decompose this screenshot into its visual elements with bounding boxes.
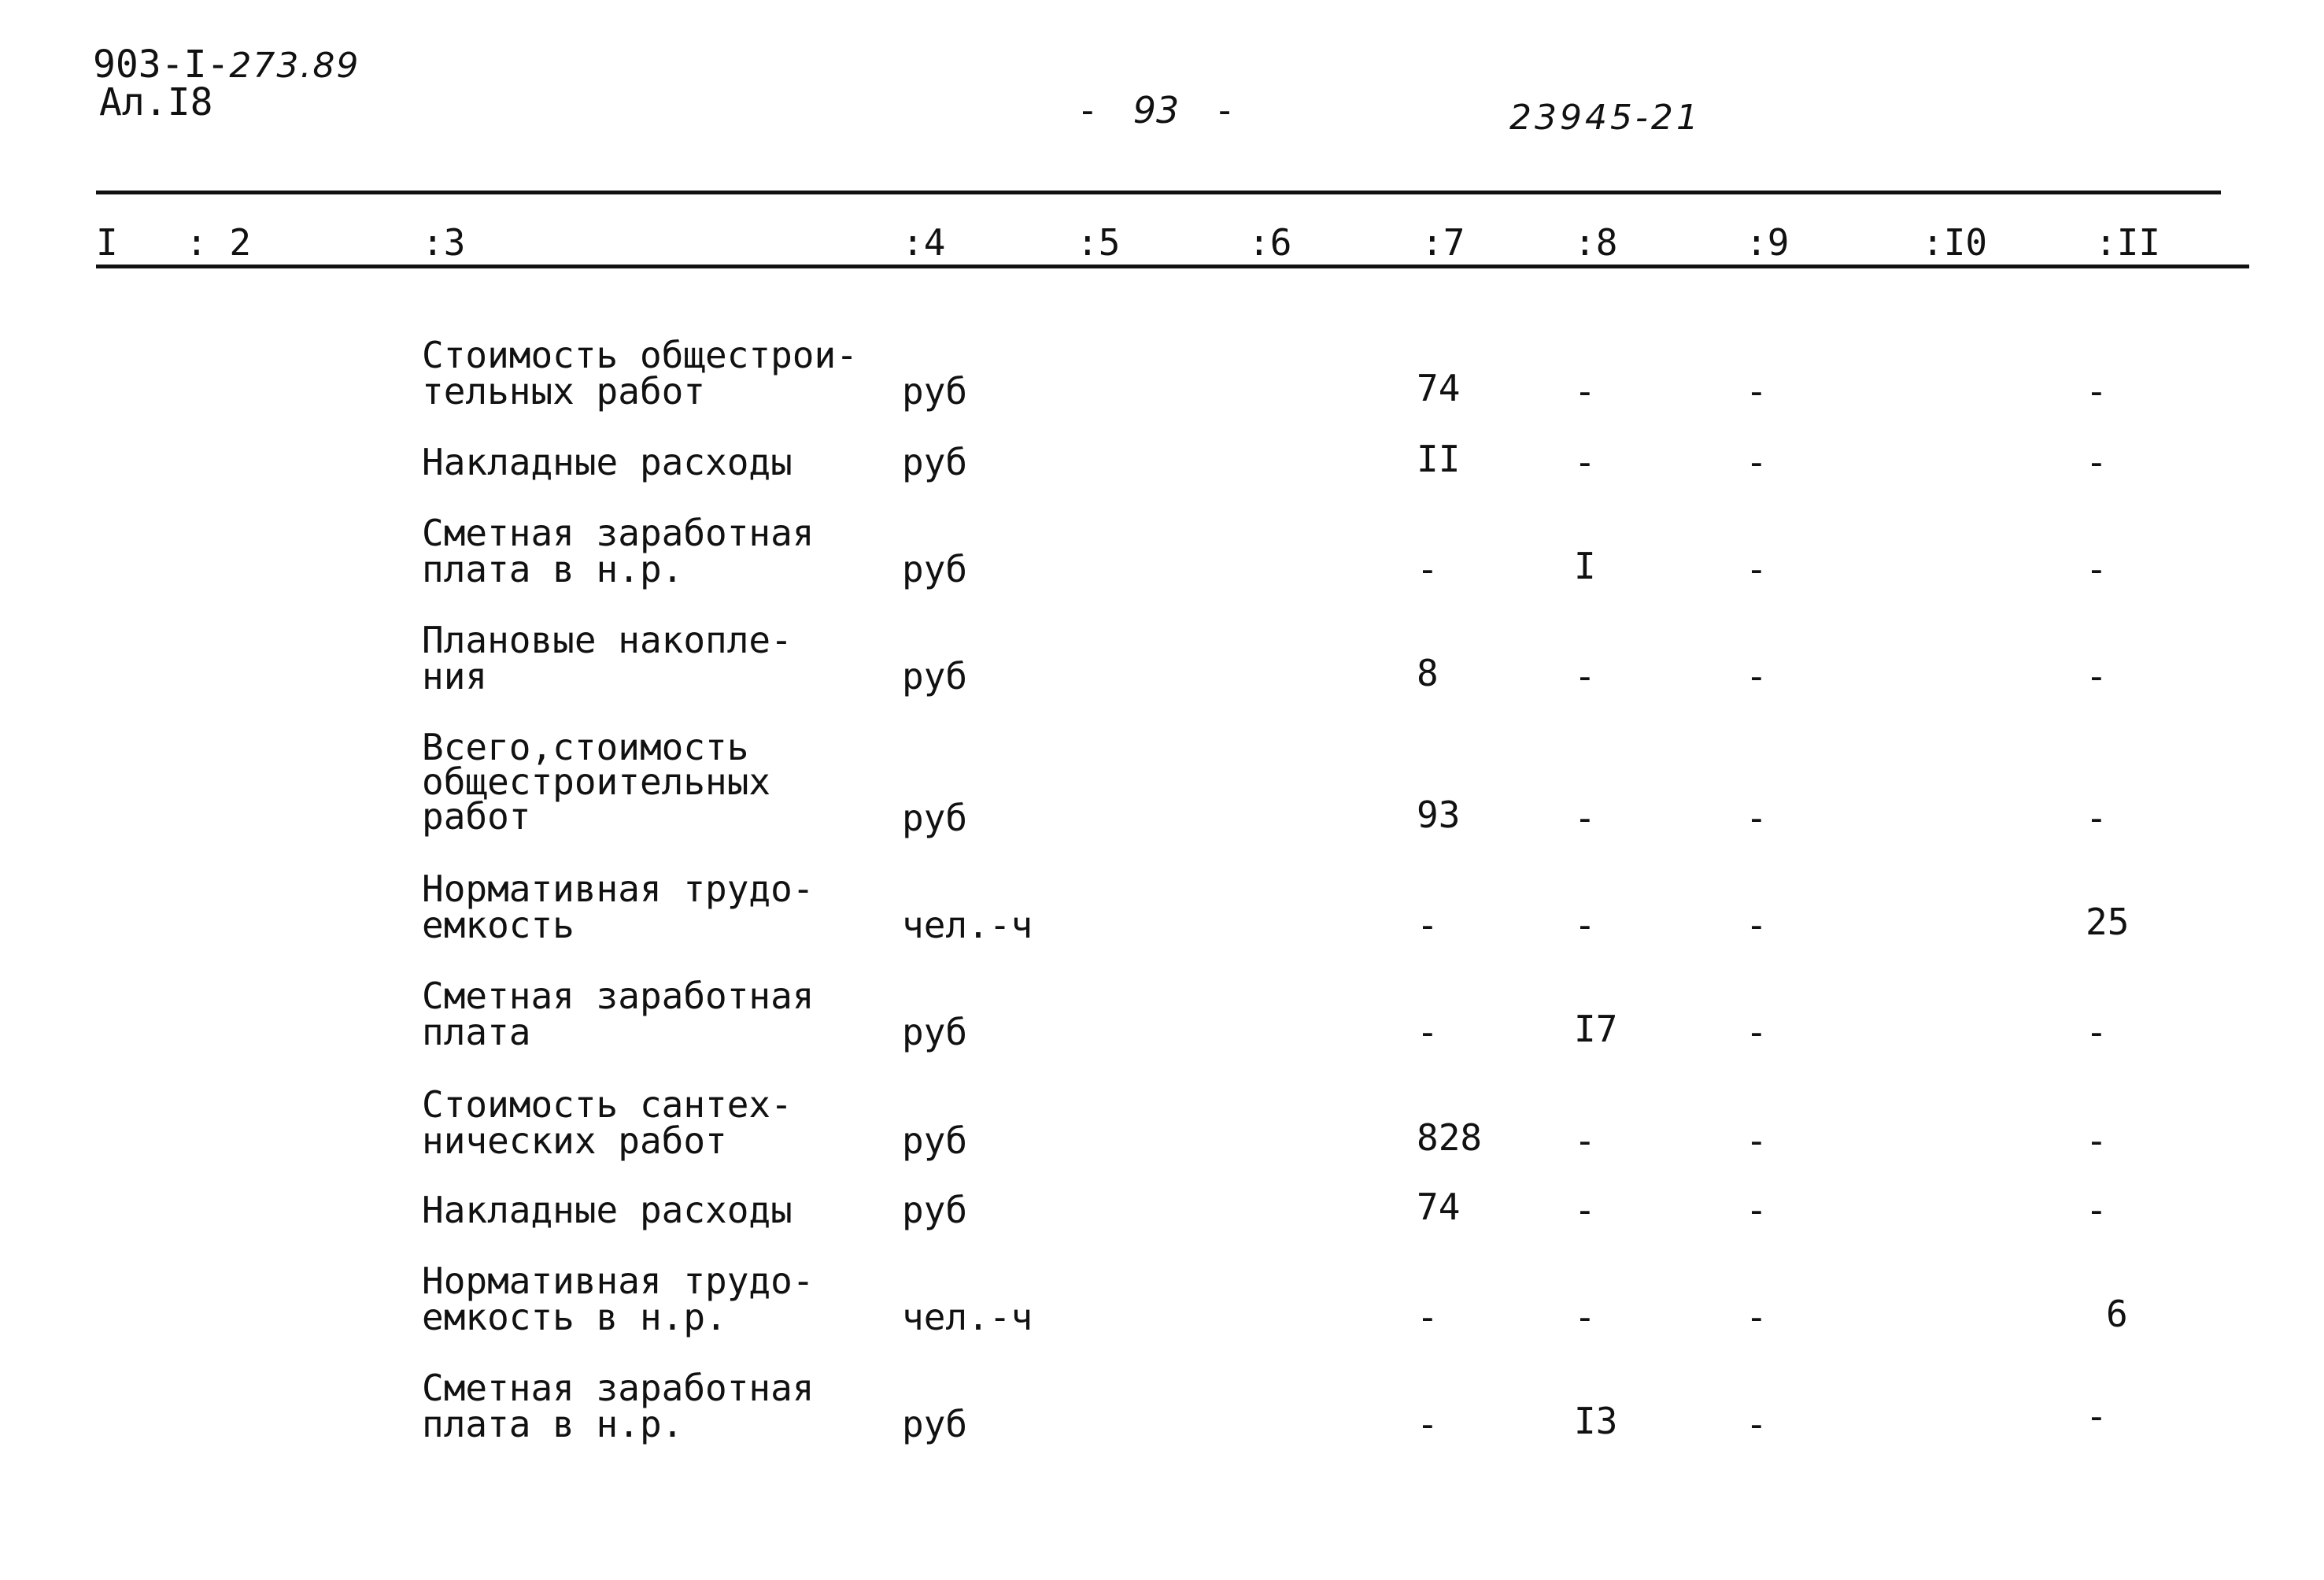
row-value-col8: - — [1574, 441, 1596, 483]
row-description-line: Сметная заработная — [422, 512, 815, 554]
row-value-col8: I7 — [1574, 1008, 1618, 1050]
page-number: 93 — [1132, 89, 1180, 131]
document-code-prefix: 903-I- — [93, 43, 230, 87]
row-description-line: плата в н.р. — [422, 1403, 684, 1445]
row-unit: чел.-ч — [902, 1296, 1033, 1338]
row-description-line: Сметная заработная — [422, 975, 815, 1017]
row-value-col9: - — [1746, 1403, 1768, 1445]
row-value-col9: - — [1746, 1011, 1768, 1053]
column-header-4: :4 — [902, 221, 946, 264]
column-header-3: :3 — [422, 221, 466, 264]
page-number-right-dash: - — [1214, 89, 1236, 131]
row-value-col7: 74 — [1417, 367, 1461, 409]
row-value-col11: - — [2086, 441, 2108, 483]
row-value-col8: I3 — [1574, 1400, 1618, 1442]
row-value-col7: - — [1417, 1296, 1439, 1338]
row-value-col8: - — [1574, 1189, 1596, 1231]
row-value-col11: 6 — [2106, 1293, 2128, 1335]
row-unit: руб — [902, 1403, 968, 1445]
row-description-line: Всего,стоимость — [422, 726, 749, 768]
document-code-number: 273.89 — [229, 46, 360, 86]
row-description-line: Стоимость общестрои- — [422, 334, 858, 376]
row-value-col11: - — [2086, 548, 2108, 590]
column-header-5: :5 — [1077, 221, 1121, 264]
row-unit: руб — [902, 370, 968, 413]
page-number-left-dash: - — [1077, 89, 1099, 131]
row-description-line: Сметная заработная — [422, 1367, 815, 1409]
row-unit: руб — [902, 655, 968, 697]
column-header-1: I — [96, 221, 118, 264]
row-value-col7: - — [1417, 904, 1439, 946]
archive-number: 23945-21 — [1509, 98, 1701, 138]
row-description-line: Нормативная трудо- — [422, 868, 815, 910]
row-description-line: тельных работ — [422, 370, 706, 413]
row-value-col9: - — [1746, 441, 1768, 483]
header-bottom-rule — [96, 265, 2249, 268]
row-value-col9: - — [1746, 548, 1768, 590]
row-description-line: Накладные расходы — [422, 441, 793, 483]
column-header-11: :II — [2095, 221, 2161, 264]
row-value-col7: II — [1417, 438, 1461, 480]
row-unit: руб — [902, 548, 968, 590]
row-value-col8: - — [1574, 1296, 1596, 1338]
row-value-col7: - — [1417, 548, 1439, 590]
row-value-col9: - — [1746, 1119, 1768, 1162]
row-description-line: емкость — [422, 904, 575, 946]
row-value-col8: I — [1574, 545, 1596, 587]
row-value-col11: - — [2086, 1119, 2108, 1162]
row-value-col7: 8 — [1417, 652, 1439, 694]
page-number-block — [1077, 90, 1236, 131]
row-value-col11: - — [2086, 370, 2108, 413]
row-value-col11: 25 — [2086, 901, 2130, 943]
row-unit: руб — [902, 1011, 968, 1053]
row-description-line: плата в н.р. — [422, 548, 684, 590]
row-value-col9: - — [1746, 797, 1768, 839]
row-value-col11: - — [2086, 655, 2108, 697]
row-value-col8: - — [1574, 904, 1596, 946]
row-value-col11: - — [2086, 797, 2108, 839]
row-description-line: работ — [422, 795, 531, 838]
row-description-line: Нормативная трудо- — [422, 1260, 815, 1302]
column-header-2: : 2 — [186, 221, 252, 264]
row-description-line: Накладные расходы — [422, 1189, 793, 1231]
row-value-col8: - — [1574, 797, 1596, 839]
row-description-line: общестроительных — [422, 760, 771, 803]
column-header-6: :6 — [1248, 221, 1292, 264]
row-unit: руб — [902, 441, 968, 483]
row-description-line: нических работ — [422, 1119, 727, 1162]
row-value-col11: - — [2086, 1189, 2108, 1231]
row-value-col8: - — [1574, 655, 1596, 697]
row-value-col7: 828 — [1417, 1116, 1483, 1159]
row-value-col9: - — [1746, 370, 1768, 413]
sheet-label: Ал.I8 — [99, 80, 213, 124]
row-value-col7: 93 — [1417, 794, 1461, 836]
row-value-col8: - — [1574, 370, 1596, 413]
row-unit: руб — [902, 1119, 968, 1162]
row-unit: руб — [902, 1189, 968, 1231]
column-header-9: :9 — [1746, 221, 1790, 264]
row-description-line: емкость в н.р. — [422, 1296, 727, 1338]
row-value-col7: - — [1417, 1403, 1439, 1445]
column-header-10: :I0 — [1922, 221, 1988, 264]
row-unit: чел.-ч — [902, 904, 1033, 946]
column-header-7: :7 — [1421, 221, 1465, 264]
row-unit: руб — [902, 797, 968, 839]
row-description-line: Стоимость сантех- — [422, 1083, 793, 1126]
row-description-line: ния — [422, 655, 488, 697]
row-value-col7: - — [1417, 1011, 1439, 1053]
row-value-col11: - — [2086, 1395, 2108, 1438]
row-value-col11: - — [2086, 1011, 2108, 1053]
row-value-col9: - — [1746, 655, 1768, 697]
row-value-col9: - — [1746, 1189, 1768, 1231]
column-header-8: :8 — [1574, 221, 1618, 264]
row-value-col9: - — [1746, 1296, 1768, 1338]
row-value-col8: - — [1574, 1119, 1596, 1162]
row-description-line: Плановые накопле- — [422, 619, 793, 661]
row-description-line: плата — [422, 1011, 531, 1053]
row-value-col9: - — [1746, 904, 1768, 946]
row-value-col7: 74 — [1417, 1186, 1461, 1228]
top-rule — [96, 191, 2221, 194]
